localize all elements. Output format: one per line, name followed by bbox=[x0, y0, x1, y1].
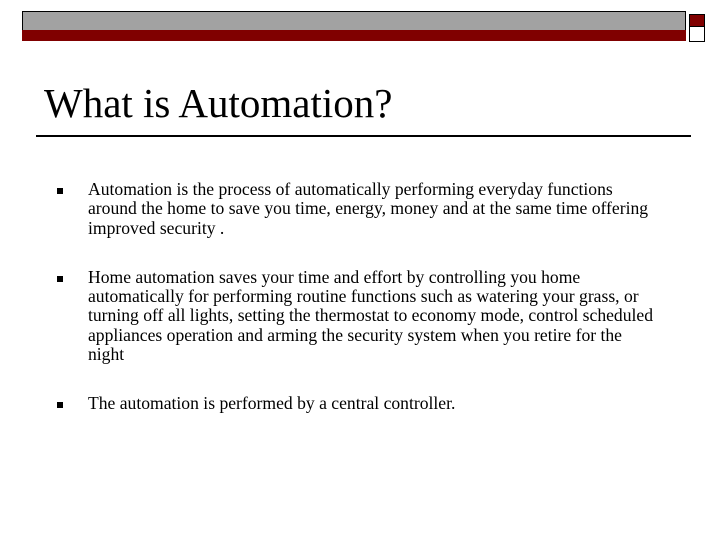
bullet-text: The automation is performed by a central controller. bbox=[88, 393, 456, 414]
bullet-list bbox=[57, 180, 657, 414]
corner-square-outline bbox=[689, 26, 705, 42]
title-divider bbox=[36, 135, 691, 137]
slide-title: What is Automation? bbox=[44, 80, 393, 126]
header-accent-bar bbox=[22, 30, 686, 41]
square-bullet-icon bbox=[57, 402, 63, 408]
bullet-item bbox=[57, 180, 657, 238]
bullet-text: Automation is the process of automatically performing everyday functions around the home to save you time, energy, money and at the same time offering improved security . bbox=[88, 179, 649, 238]
header-band bbox=[22, 11, 686, 30]
bullet-text: Home automation saves your time and effort by controlling you home automatically for performing routine functions such as watering your grass, or turning off all lights, setting the thermostat to economy mode, control scheduled appliances operation and arming the security system when you retire for the night bbox=[88, 266, 654, 365]
bullet-item bbox=[57, 394, 657, 413]
square-bullet-icon bbox=[57, 276, 63, 282]
square-bullet-icon bbox=[57, 188, 63, 194]
bullet-item bbox=[57, 268, 657, 364]
